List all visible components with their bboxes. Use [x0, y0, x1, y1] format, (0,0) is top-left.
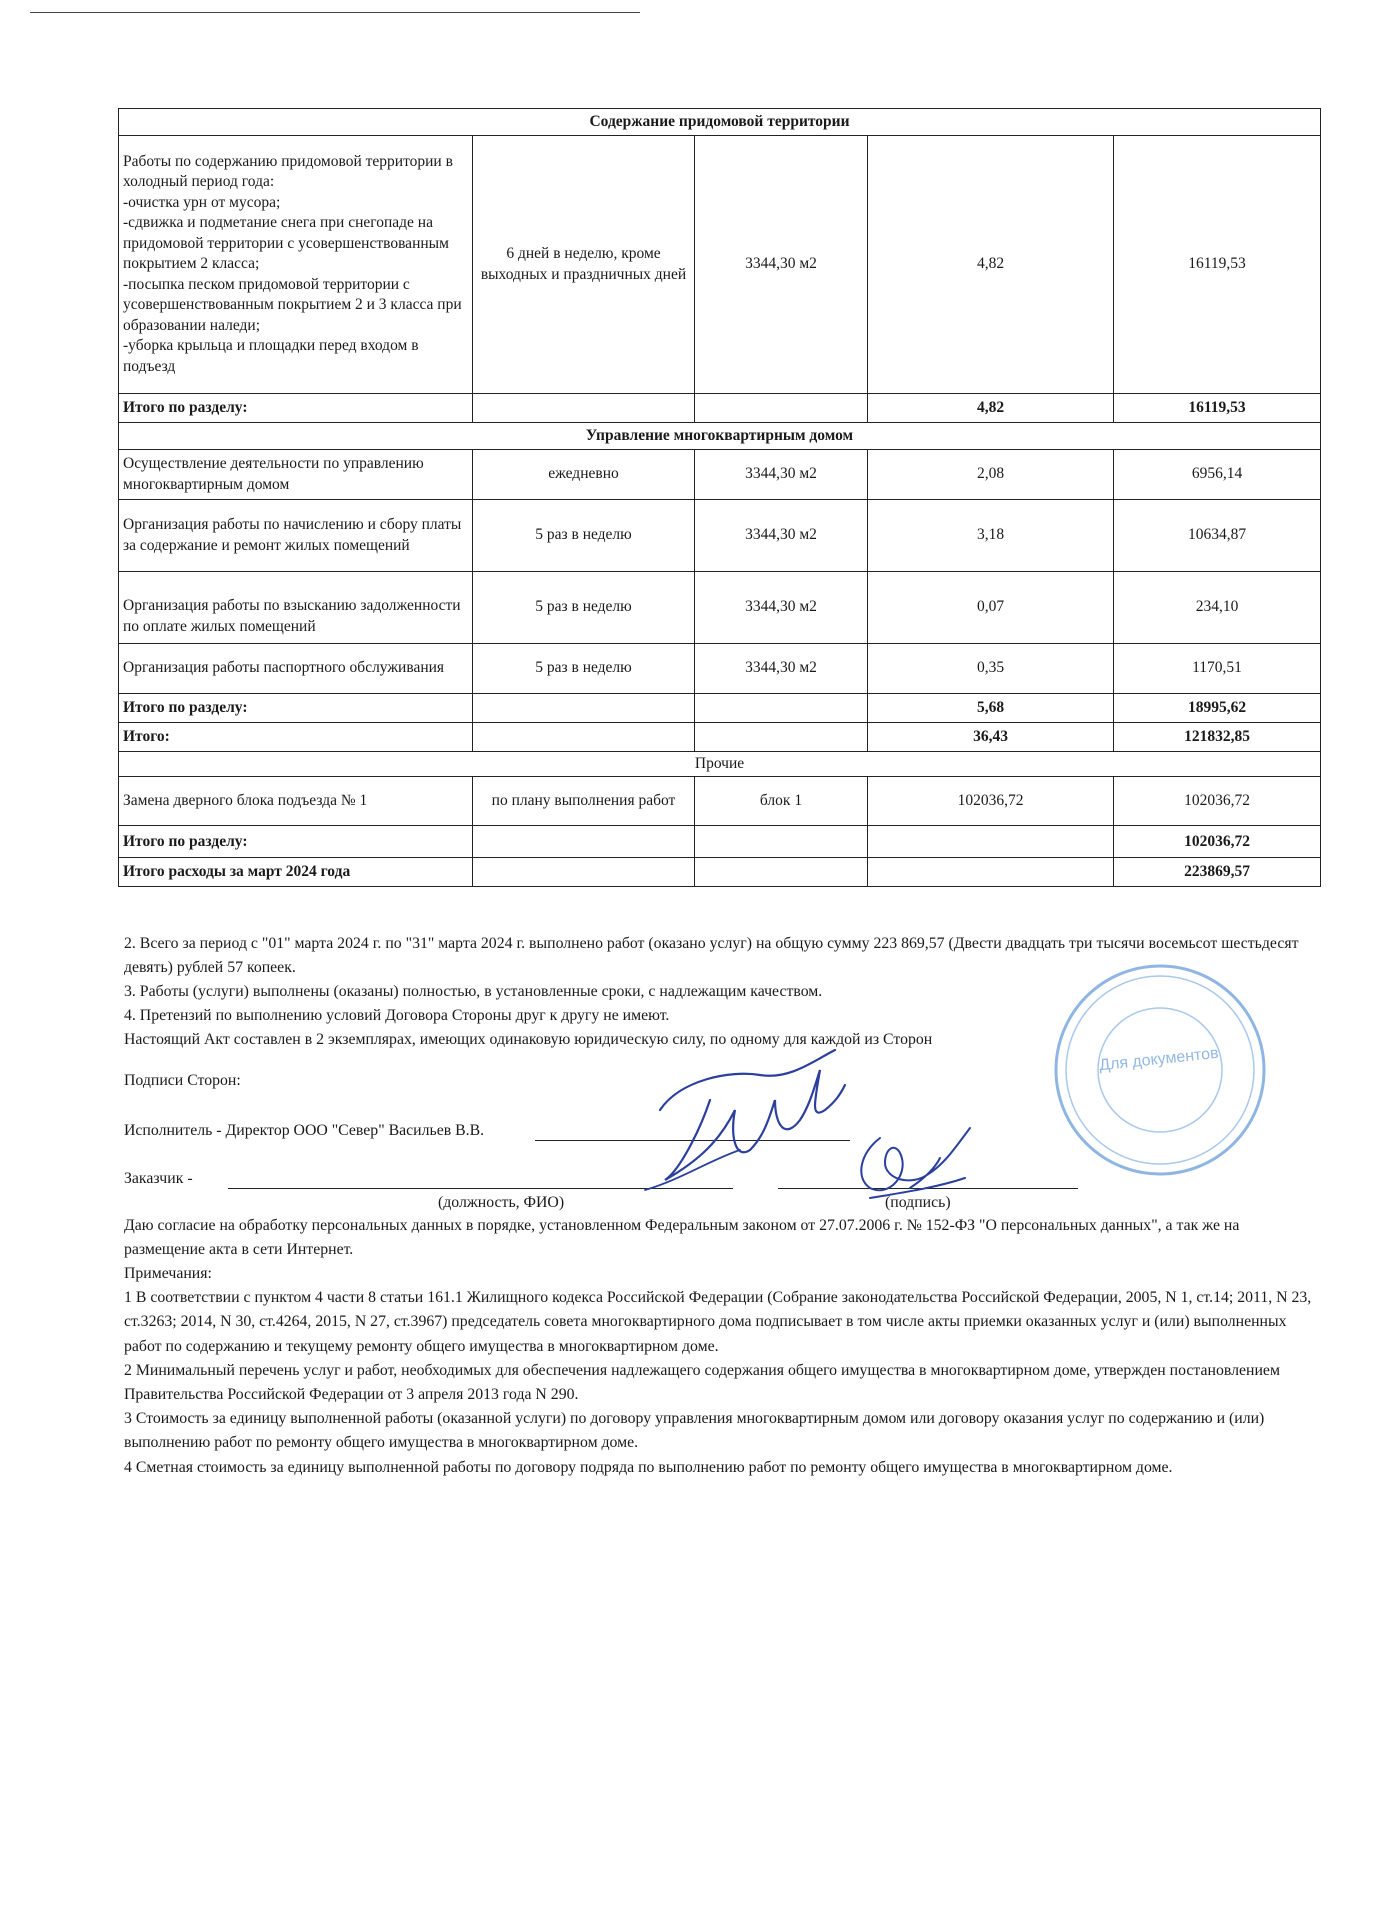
paragraph-4: 4. Претензий по выполнению условий Договора Стороны друг к другу не имеют. [124, 1007, 670, 1024]
caption-position: (должность, ФИО) [438, 1194, 565, 1211]
month-total-label: Итого расходы за март 2024 года [119, 858, 473, 887]
table-row [119, 777, 1321, 826]
paragraph-3: 3. Работы (услуги) выполнены (оказаны) полностью, в установленные сроки, с надлежащим качеством. [124, 983, 823, 1000]
section-total-row [119, 394, 1321, 423]
grand-total-row [119, 723, 1321, 752]
work-description: Организация работы по взысканию задолженности по оплате жилых помещений [119, 572, 473, 644]
total-rate: 5,68 [868, 694, 1114, 723]
section-header-row [119, 752, 1321, 777]
total-label: Итого по разделу: [119, 694, 473, 723]
section-total-row [119, 826, 1321, 858]
work-rate: 4,82 [868, 136, 1114, 394]
section-total-row [119, 694, 1321, 723]
month-total-row [119, 858, 1321, 887]
work-sum: 6956,14 [1114, 450, 1321, 500]
work-period: ежедневно [473, 450, 695, 500]
empty-cell [695, 694, 868, 723]
signatures-heading: Подписи Сторон: [124, 1072, 241, 1089]
work-period: 5 раз в неделю [473, 572, 695, 644]
total-sum: 102036,72 [1114, 826, 1321, 858]
consent-paragraph: Даю согласие на обработку персональных данных в порядке, установленном Федеральным законом от 27.07.2006 г. № 152-ФЗ "О персональных данных", а так же на размещение акта в сети Интернет. [124, 1217, 1240, 1258]
paragraph-2: 2. Всего за период с "01" марта 2024 г. по "31" марта 2024 г. выполнено работ (оказано услуг) на общую сумму 223 869,57 (Двести двадцать три тысячи восемьсот шестьдесят девять) рублей 57 копеек. [124, 935, 1299, 976]
work-description: Организация работы по начислению и сбору платы за содержание и ремонт жилых помещений [119, 500, 473, 572]
customer-signature-image [840, 1118, 980, 1208]
work-period: 5 раз в неделю [473, 500, 695, 572]
work-description: Осуществление деятельности по управлению многоквартирным домом [119, 450, 473, 500]
total-sum: 16119,53 [1114, 394, 1321, 423]
work-period: по плану выполнения работ [473, 777, 695, 826]
work-rate: 2,08 [868, 450, 1114, 500]
work-rate: 3,18 [868, 500, 1114, 572]
section-title: Управление многоквартирным домом [119, 423, 1321, 450]
empty-cell [473, 723, 695, 752]
empty-cell [868, 858, 1114, 887]
work-sum: 234,10 [1114, 572, 1321, 644]
notes-block [124, 1262, 1324, 1480]
work-sum: 16119,53 [1114, 136, 1321, 394]
total-label: Итого по разделу: [119, 826, 473, 858]
grand-total-sum: 121832,85 [1114, 723, 1321, 752]
note-3: 3 Стоимость за единицу выполненной работы (оказанной услуги) по договору управления многоквартирным домом или договору оказания услуг по содержанию и (или) выполнению работ по ремонту общего имущества в многоквартирном доме. [124, 1410, 1265, 1452]
work-volume: 3344,30 м2 [695, 644, 868, 694]
table-row [119, 644, 1321, 694]
empty-cell [868, 826, 1114, 858]
work-volume: 3344,30 м2 [695, 450, 868, 500]
empty-cell [695, 826, 868, 858]
month-total-sum: 223869,57 [1114, 858, 1321, 887]
table-row [119, 136, 1321, 394]
executor-line-label: Исполнитель - Директор ООО "Север" Васильев В.В. [124, 1122, 485, 1139]
section-title: Содержание придомовой территории [119, 109, 1321, 136]
note-1: 1 В соответствии с пунктом 4 части 8 статьи 161.1 Жилищного кодекса Российской Федерации (Собрание законодательства Российской Федерации, 2005, N 1, ст.14; 2011, N 23, ст.3263; 2014, N 30, ст.4264, 2015, N 27, ст.3967) председатель совета многоквартирного дома подписывает в том числе акты приемки оказанных услуг и (или) выполненных работ по содержанию и текущему ремонту общего имущества в многоквартирном доме. [124, 1289, 1312, 1355]
paragraph-copies: Настоящий Акт составлен в 2 экземплярах, имеющих одинаковую юридическую силу, по одному для каждой из Сторон [124, 1031, 933, 1048]
scan-edge-line [30, 12, 640, 13]
company-stamp [1050, 960, 1270, 1180]
work-sum: 1170,51 [1114, 644, 1321, 694]
section-header-row [119, 109, 1321, 136]
work-volume: 3344,30 м2 [695, 136, 868, 394]
total-rate: 4,82 [868, 394, 1114, 423]
empty-cell [695, 723, 868, 752]
work-rate: 0,35 [868, 644, 1114, 694]
work-description: Организация работы паспортного обслуживания [119, 644, 473, 694]
total-label: Итого по разделу: [119, 394, 473, 423]
work-period: 5 раз в неделю [473, 644, 695, 694]
notes-heading: Примечания: [124, 1265, 212, 1282]
empty-cell [473, 394, 695, 423]
table-row [119, 572, 1321, 644]
section-header-row [119, 423, 1321, 450]
grand-total-rate: 36,43 [868, 723, 1114, 752]
works-table [118, 108, 1321, 887]
work-sum: 102036,72 [1114, 777, 1321, 826]
work-description-text: Работы по содержанию придомовой территории в холодный период года: -очистка урн от мусора; -сдвижка и подметание снега при снегопаде на придомовой территории с усовершенствованным покрытием 2 класса; -посыпка песком придомовой территории с усовершенствованным покрытием 2 и 3 класса при образовании наледи; -уборка крыльца и площадки перед входом в подъезд [123, 153, 462, 375]
note-2: 2 Минимальный перечень услуг и работ, необходимых для обеспечения надлежащего содержания общего имущества в многоквартирном доме, утвержден постановлением Правительства Российской Федерации от 3 апреля 2013 года N 290. [124, 1361, 1280, 1404]
work-volume: 3344,30 м2 [695, 500, 868, 572]
grand-total-label: Итого: [119, 723, 473, 752]
work-volume: блок 1 [695, 777, 868, 826]
work-description [119, 136, 473, 394]
empty-cell [473, 694, 695, 723]
section-title: Прочие [119, 752, 1321, 777]
work-rate: 102036,72 [868, 777, 1114, 826]
note-4: 4 Сметная стоимость за единицу выполненной работы по договору подряда по выполнению работ по ремонту общего имущества в многоквартирном доме. [124, 1458, 1173, 1476]
table-row [119, 500, 1321, 572]
executor-signature-image [640, 1040, 870, 1200]
caption-signature: (подпись) [885, 1194, 951, 1211]
table-row [119, 450, 1321, 500]
empty-cell [473, 858, 695, 887]
work-volume: 3344,30 м2 [695, 572, 868, 644]
empty-cell [473, 826, 695, 858]
stamp-center-text: Для документов [1098, 1044, 1220, 1075]
customer-line-label: Заказчик - [124, 1170, 193, 1187]
empty-cell [695, 394, 868, 423]
work-rate: 0,07 [868, 572, 1114, 644]
total-sum: 18995,62 [1114, 694, 1321, 723]
work-description: Замена дверного блока подъезда № 1 [119, 777, 473, 826]
work-sum: 10634,87 [1114, 500, 1321, 572]
empty-cell [695, 858, 868, 887]
work-period: 6 дней в неделю, кроме выходных и праздничных дней [473, 136, 695, 394]
